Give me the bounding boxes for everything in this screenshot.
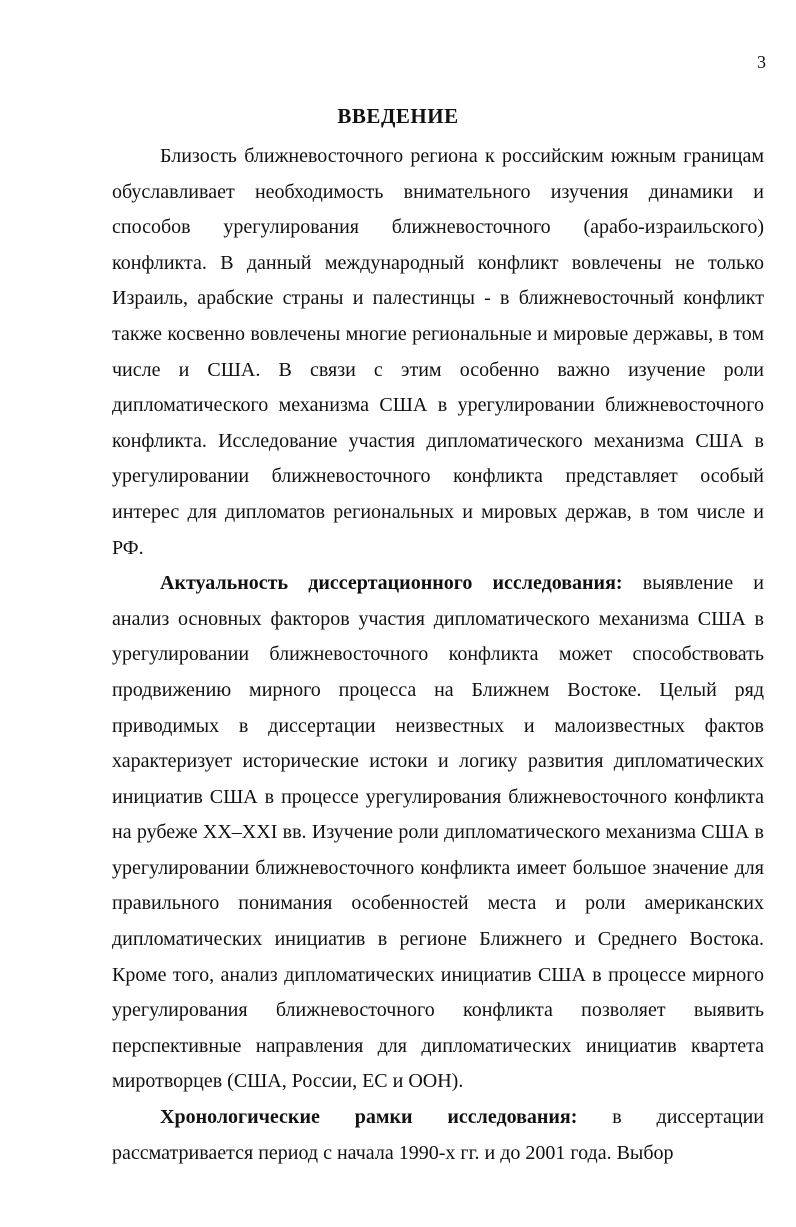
paragraph-intro-text: Близость ближневосточного региона к российским южным границам обуславливает необходимость внимательного изучения динамики и способов урегулирования ближневосточного (арабо-израильского) конфликта. В данный международный конфликт вовлечены не только Израиль, арабские страны и палестинцы - в ближневосточный конфликт также косвенно вовлечены многие региональные и мировые державы, в том числе и США. В связи с этим особенно важно изучение роли дипломатического механизма США в урегулировании ближневосточного конфликта. Исследование участия дипломатического механизма США в урегулировании ближневосточного конфликта представляет особый интерес для дипломатов региональных и мировых держав, в том числе и РФ. (112, 145, 764, 559)
page-number: 3 (757, 52, 766, 72)
body-text (112, 139, 764, 1171)
paragraph-chronology-lead: Хронологические рамки исследования: (160, 1106, 578, 1129)
paragraph-chronology-text: в диссертации рассматривается период с начала 1990-х гг. и до 2001 года. Выбор (112, 1106, 764, 1164)
paragraph-relevance-text: выявление и анализ основных факторов участия дипломатического механизма США в урегулировании ближневосточного конфликта может способствовать продвижению мирного процесса на Ближнем Востоке. Целый ряд приводимых в диссертации неизвестных и малоизвестных фактов характеризует исторические истоки и логику развития дипломатических инициатив США в процессе урегулирования ближневосточного конфликта на рубеже XX–XXI вв. Изучение роли дипломатического механизма США в урегулировании ближневосточного конфликта имеет большое значение для правильного понимания особенностей места и роли американских дипломатических инициатив в регионе Ближнего и Среднего Востока. Кроме того, анализ дипломатических инициатив США в процессе мирного урегулирования ближневосточного конфликта позволяет выявить перспективные направления для дипломатических инициатив квартета миротворцев (США, России, ЕС и ООН). (112, 572, 765, 1093)
paragraph-intro (112, 139, 764, 566)
paragraph-relevance-lead: Актуальность диссертационного исследования: (160, 572, 623, 595)
section-heading: ВВЕДЕНИЕ (337, 104, 459, 128)
paragraph-relevance (112, 566, 764, 1100)
paragraph-chronology (112, 1100, 764, 1171)
